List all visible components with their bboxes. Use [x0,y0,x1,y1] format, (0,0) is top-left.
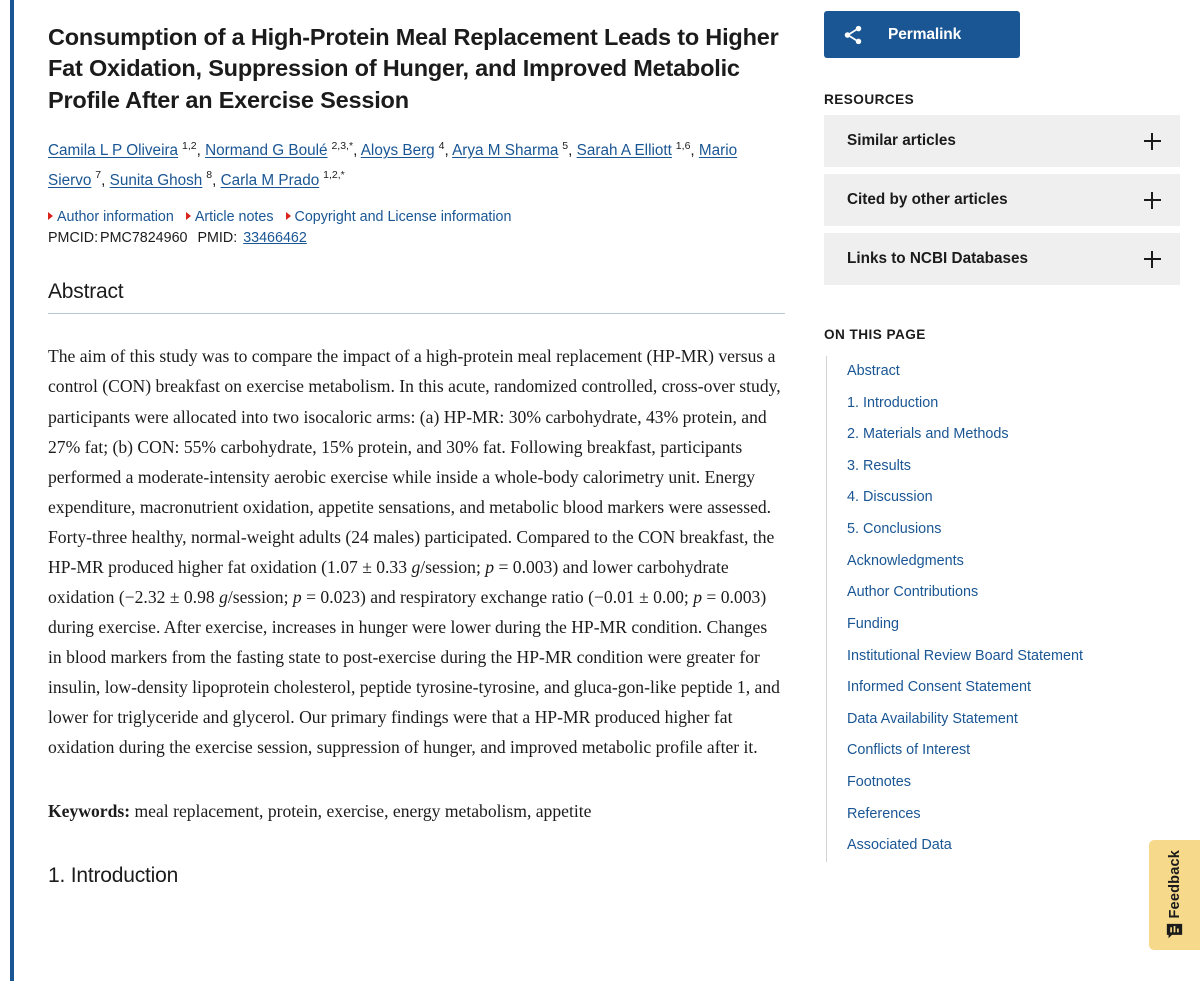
abstract-divider [48,313,785,314]
article-identifiers [48,230,784,246]
toc-link[interactable]: 3. Results [847,457,911,474]
triangle-right-icon [48,212,53,220]
author-affiliation-marker: 4 [435,139,445,152]
pmid-label: PMID: [197,230,238,247]
toc-link[interactable]: Informed Consent Statement [847,679,1031,696]
on-this-page-title: ON THIS PAGE [824,327,926,342]
toc-link[interactable]: Institutional Review Board Statement [847,647,1083,664]
accordion-item[interactable] [824,233,1180,285]
keywords-value: meal replacement, protein, exercise, energy metabolism, appetite [134,800,592,821]
plus-icon[interactable] [1144,192,1161,209]
resources-accordion-list [818,115,1200,285]
abstract-emphasis: g [411,556,421,577]
sidebar [810,0,1200,981]
author-link[interactable]: Arya M Sharma [452,141,559,159]
permalink-label: Permalink [888,25,962,43]
abstract-heading: Abstract [48,280,124,304]
toc-list-item [847,514,1200,546]
resources-title: RESOURCES [824,92,915,107]
meta-link[interactable] [186,209,274,225]
accordion-label: Similar articles [847,132,956,149]
author-affiliation-marker: 1,2,* [320,169,345,182]
article-meta-links [48,209,784,225]
feedback-chart-icon [1166,923,1183,940]
author-link[interactable]: Normand G Boulé [205,141,328,159]
toc-list-item [847,451,1200,483]
toc-link[interactable]: Associated Data [847,837,952,854]
meta-link[interactable] [48,209,174,225]
pmid-block [197,230,306,246]
toc-link[interactable]: Funding [847,615,900,632]
triangle-right-icon [286,212,291,220]
meta-link[interactable] [286,209,512,225]
feedback-label: Feedback [1166,849,1183,919]
author-affiliation-marker: 1,6 [672,139,691,152]
abstract-emphasis: g [219,587,228,608]
toc-list-item [847,704,1200,736]
toc-list-item [847,483,1200,515]
toc-link[interactable]: 1. Introduction [847,394,939,411]
toc-link[interactable]: Author Contributions [847,584,979,601]
pmcid-label: PMCID: [48,230,99,247]
toc-link[interactable]: Abstract [847,362,900,379]
toc-list-item [847,830,1200,862]
author-link[interactable]: Sunita Ghosh [109,171,203,189]
toc-list-item [847,736,1200,768]
meta-link-label: Article notes [194,209,274,226]
toc-list-item [847,672,1200,704]
triangle-right-icon [186,212,191,220]
toc-list-item [847,799,1200,831]
toc-list-item [847,767,1200,799]
toc-link[interactable]: Data Availability Statement [847,710,1018,727]
toc-list-item [847,609,1200,641]
page-title: Consumption of a High-Protein Meal Replacement Leads to Higher Fat Oxidation, Suppression of Hunger, and Improved Metabolic Profile After an Exercise Session [48,24,779,113]
abstract-emphasis: p [693,587,703,608]
toc-list-item [847,419,1200,451]
author-affiliation-marker: 8 [203,169,213,182]
toc-list-item [847,546,1200,578]
toc-list-item [847,577,1200,609]
author-link[interactable]: Carla M Prado [220,171,320,189]
toc-link[interactable]: Footnotes [847,774,911,791]
accordion-label: Links to NCBI Databases [847,250,1029,267]
author-list: Camila L P Oliveira $^{1,2}$, Normand G Boulé $^{2,3,*}$, Aloys Berg $^4$, Arya M Sharma $^5$, Sarah A Elliott $^{1,6}$, Mario Siervo $^7$, Sunita Ghosh $^8$, Carla M Prado $^{1,2,*}$ [48,139,738,189]
author-link[interactable]: Camila L P Oliveira [48,141,179,159]
author-affiliation-marker: 1,2 [179,139,197,152]
toc-list-item [847,641,1200,673]
toc-link[interactable]: References [847,805,921,822]
toc-list-item [847,356,1200,388]
pmid-link[interactable]: 33466462 [243,230,307,247]
keywords-line [48,797,784,827]
meta-link-label: Author information [57,209,174,226]
author-link[interactable]: Mario Siervo [48,141,738,189]
toc-link[interactable]: Acknowledgments [847,552,964,569]
accordion-item[interactable] [824,174,1180,226]
table-of-contents [826,356,1200,862]
toc-link[interactable]: 4. Discussion [847,489,933,506]
toc-list-item [847,388,1200,420]
pmcid-value: PMC7824960 [100,230,188,247]
share-icon [842,24,864,46]
plus-icon[interactable] [1144,133,1161,150]
feedback-tab[interactable] [1149,840,1200,950]
author-link[interactable]: Sarah A Elliott [576,141,672,159]
abstract-emphasis: p [485,556,495,577]
toc-link[interactable]: Conflicts of Interest [847,742,971,759]
accordion-label: Cited by other articles [847,191,1008,208]
author-link[interactable]: Aloys Berg [360,141,435,159]
meta-link-label: Copyright and License information [294,209,512,226]
keywords-label: Keywords: [48,800,131,821]
abstract-emphasis: p [292,587,302,608]
author-affiliation-marker: 2,3,* [328,139,354,152]
accordion-item[interactable] [824,115,1180,167]
toc-link[interactable]: 2. Materials and Methods [847,426,1009,443]
author-affiliation-marker: 5 [559,139,569,152]
author-affiliation-marker: 7 [92,169,102,182]
introduction-heading: 1. Introduction [48,864,179,888]
toc-link[interactable]: 5. Conclusions [847,521,942,538]
plus-icon[interactable] [1144,251,1161,268]
permalink-button[interactable] [824,11,1020,58]
abstract-text: The aim of this study was to compare the impact of a high-protein meal replacement (HP-MR) versus a control (CON) breakfast on exercise metabolism. In this acute, randomized controlled, cross-over study, participants were allocated into two isocaloric arms: (a) HP-MR: 30% carbohydrate, 43% protein, and 27% fat; (b) CON: 55% carbohydrate, 15% protein, and 30% fat. Following breakfast, participants performed a moderate-intensity aerobic exercise while inside a whole-body calorimetry unit. Energy expenditure, macronutrient oxidation, appetite sensations, and metabolic blood markers were assessed. Forty-three healthy, normal-weight adults (24 males) participated. Compared to the CON breakfast, the HP-MR produced higher fat oxidation (1.07 ± 0.33 g/session; p = 0.003) and lower carbohydrate oxidation (−2.32 ± 0.98 g/session; p = 0.023) and respiratory exchange ratio (−0.01 ± 0.00; p = 0.003) during exercise. After exercise, increases in hunger were lower during the HP-MR condition. Changes in blood markers from the fasting state to post-exercise during the HP-MR condition were greater for insulin, low-density lipoprotein cholesterol, peptide tyrosine-tyrosine, and gluca-gon-like peptide 1, and lower for triglyceride and glycerol. Our primary findings were that a HP-MR produced higher fat oxidation during the exercise session, suppression of hunger, and improved metabolic profile after it. [48,346,781,758]
